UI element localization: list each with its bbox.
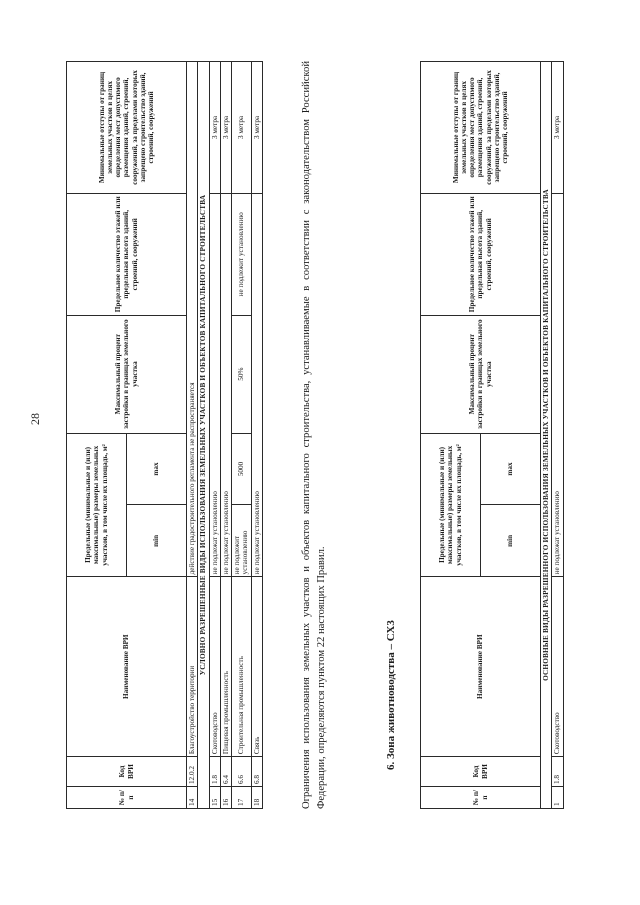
cell-code: 1.8 (552, 757, 563, 787)
cell-name: Связь (251, 577, 262, 757)
cell-num: 17 (232, 787, 252, 809)
cell-code: 6.8 (251, 757, 262, 787)
header-code: Код ВРИ (421, 757, 541, 787)
header-min: min (127, 505, 187, 577)
header-setback: Минимальные отступы от границ земельных участков в целях определения мест допустимого размещения зданий, строений, сооружений, за пределами которых запрещено строительство зданий, строений, сооружений (67, 62, 187, 194)
zone-table-1 (66, 61, 263, 809)
cell-num: 15 (209, 787, 220, 809)
header-code: Код ВРИ (67, 757, 187, 787)
cell-num: 1 (552, 787, 563, 809)
cell-merged: действие градостроительного регламента не распространяется (187, 62, 198, 577)
header-floors: Предельное количество этажей или предельная высота зданий, строений, сооружений (421, 193, 541, 315)
restrictions-paragraph: Ограничения использования земельных участков и объектов капитального строительства, устанавливаемые в соответствии с законодательством Российской Федерации, определяются пунктом 22 настоящих Правил. (301, 61, 327, 809)
table-row (187, 62, 198, 809)
header-percent: Максимальный процент застройки в границах земельного участка (67, 315, 187, 433)
header-max: max (127, 433, 187, 505)
header-num: № п/п (67, 787, 187, 809)
cell-name: Пищевая промышленность (220, 577, 231, 757)
header-size: Предельные (минимальные и (или) максимальные) размеры земельных участков, в том числе их площадь, м² (67, 433, 127, 577)
zone-heading: 6. Зона животноводства – СХ3 (385, 620, 397, 770)
header-min: min (481, 505, 541, 577)
cell-name: Благоустройство территории (187, 577, 198, 757)
cell-code: 6.4 (220, 757, 231, 787)
cell-percent: 50% (232, 315, 252, 433)
cell-code: 1.8 (209, 757, 220, 787)
table-row (251, 62, 262, 809)
cell-setback: 3 метра (251, 62, 262, 194)
cell-num: 18 (251, 787, 262, 809)
cell-merged: не подлежат установлению (220, 193, 231, 576)
cell-setback: 3 метра (552, 62, 563, 194)
header-num: № п/п (421, 787, 541, 809)
cell-num: 16 (220, 787, 231, 809)
cell-merged: не подлежат установлению (251, 193, 262, 576)
header-max: max (481, 433, 541, 505)
cell-name: Строительная промышленность (232, 577, 252, 757)
section-heading: ОСНОВНЫЕ ВИДЫ РАЗРЕШЕННОГО ИСПОЛЬЗОВАНИЯ ЗЕМЕЛЬНЫХ УЧАСТКОВ И ОБЪЕКТОВ КАПИТАЛЬНОГО СТРОИТЕЛЬСТВА (541, 62, 552, 809)
cell-min: не подлежит установлению (232, 505, 252, 577)
header-percent: Максимальный процент застройки в границах земельного участка (421, 315, 541, 433)
header-setback: Минимальные отступы от границ земельных участков в целях определения мест допустимого размещения зданий, строений, сооружений, за пределами которых запрещено строительство зданий, строений, сооружений (421, 62, 541, 194)
header-size: Предельные (минимальные и (или) максимальные) размеры земельных участков, в том числе их площадь, м² (421, 433, 481, 577)
header-name: Наименование ВРИ (421, 577, 541, 757)
header-floors: Предельное количество этажей или предельная высота зданий, строений, сооружений (67, 193, 187, 315)
cell-code: 12.0.2 (187, 757, 198, 787)
cell-merged: не подлежат установлению (552, 193, 563, 576)
cell-setback: 3 метра (220, 62, 231, 194)
table-row (232, 62, 252, 809)
zone-table-2 (420, 61, 564, 809)
cell-merged: не подлежат установлению (209, 193, 220, 576)
section-heading: УСЛОВНО РАЗРЕШЕННЫЕ ВИДЫ ИСПОЛЬЗОВАНИЯ ЗЕМЕЛЬНЫХ УЧАСТКОВ И ОБЪЕКТОВ КАПИТАЛЬНОГО СТРОИТЕЛЬСТВА (198, 62, 209, 809)
cell-setback: 3 метра (209, 62, 220, 194)
table-row (220, 62, 231, 809)
cell-code: 6.6 (232, 757, 252, 787)
table-row (552, 62, 563, 809)
page-number: 28 (28, 413, 42, 425)
table-row (209, 62, 220, 809)
cell-max: 5000 (232, 433, 252, 505)
cell-name: Скотоводство (552, 577, 563, 757)
header-name: Наименование ВРИ (67, 577, 187, 757)
cell-name: Скотоводство (209, 577, 220, 757)
cell-setback: 3 метра (232, 62, 252, 194)
cell-floors: не подлежит установлению (232, 193, 252, 315)
cell-num: 14 (187, 787, 198, 809)
